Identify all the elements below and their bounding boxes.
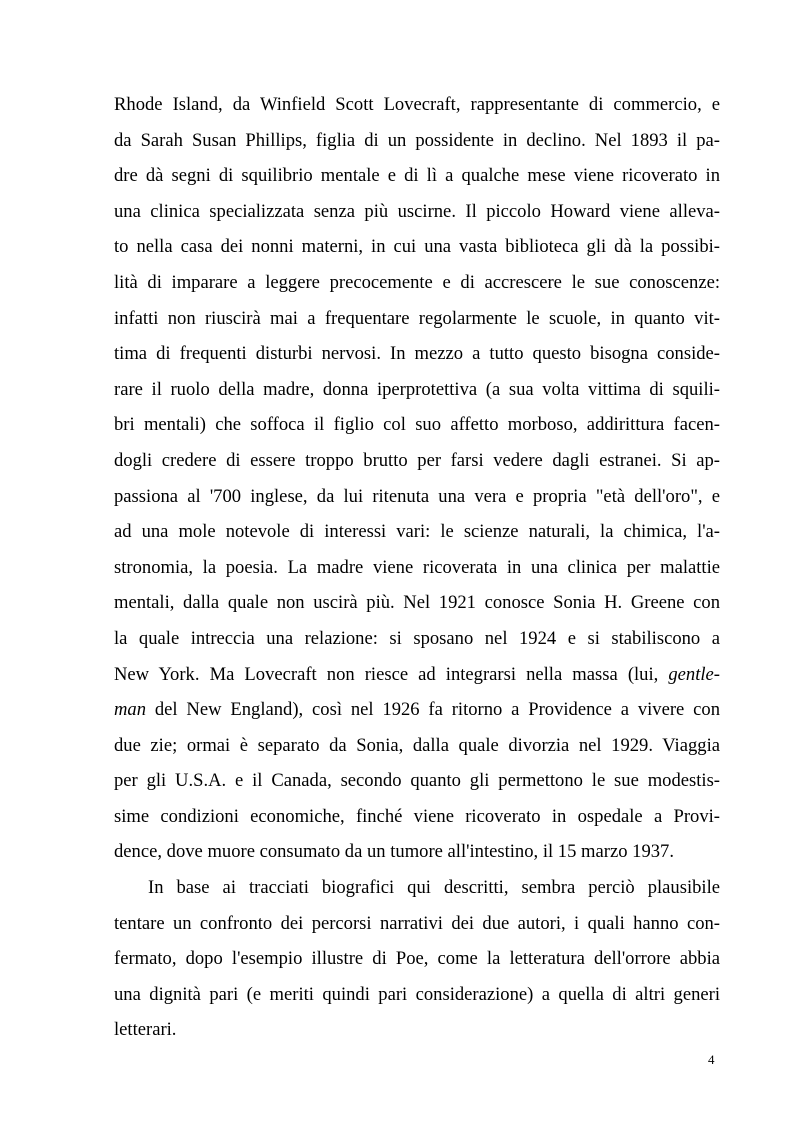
text-line: da Sarah Susan Phillips, figlia di un possidente in declino. Nel 1893 il pa-	[114, 129, 720, 151]
text-line: due zie; ormai è separato da Sonia, dalla quale divorzia nel 1929. Viaggia	[114, 734, 720, 756]
text-line: letterari.	[114, 1019, 177, 1041]
text-line: fermato, dopo l'esempio illustre di Poe, come la letteratura dell'orrore abbia	[114, 948, 720, 970]
text-line: to nella casa dei nonni materni, in cui una vasta biblioteca gli dà la possibi-	[114, 236, 720, 258]
body-text	[114, 87, 720, 1048]
text-line: lità di imparare a leggere precocemente e di accrescere le sue conoscenze:	[114, 271, 720, 293]
text-line: la quale intreccia una relazione: si sposano nel 1924 e si stabiliscono a	[114, 627, 720, 649]
paragraph-1	[114, 87, 720, 870]
text-line: tima di frequenti disturbi nervosi. In mezzo a tutto questo bisogna conside-	[114, 343, 720, 365]
text-line: Rhode Island, da Winfield Scott Lovecraft, rappresentante di commercio, e	[114, 94, 720, 115]
italic-word: gentle-	[668, 663, 720, 685]
paragraph-2	[114, 870, 720, 1048]
page-number: 4	[708, 1052, 715, 1067]
text-segment: del New England), così nel 1926 fa ritorno a Providence a vivere con	[146, 699, 720, 721]
text-line: dre dà segni di squilibrio mentale e di lì a qualche mese viene ricoverato in	[114, 165, 720, 187]
text-line: mentali, dalla quale non uscirà più. Nel 1921 conosce Sonia H. Greene con	[114, 592, 720, 614]
italic-word: man	[114, 699, 147, 721]
text-line: tentare un confronto dei percorsi narrativi dei due autori, i quali hanno con-	[114, 912, 720, 934]
text-line: bri mentali) che soffoca il figlio col suo affetto morboso, addirittura facen-	[114, 414, 720, 436]
text-line: una dignità pari (e meriti quindi pari considerazione) a quella di altri generi	[114, 983, 720, 1005]
text-line: infatti non riuscirà mai a frequentare regolarmente le scuole, in quanto vit-	[114, 307, 720, 329]
text-line: In base ai tracciati biografici qui descritti, sembra perciò plausibile	[148, 877, 720, 899]
text-line: passiona al '700 inglese, da lui ritenuta una vera e propria "età dell'oro", e	[114, 485, 720, 507]
text-line: dence, dove muore consumato da un tumore all'intestino, il 15 marzo 1937.	[114, 841, 674, 863]
text-line: per gli U.S.A. e il Canada, secondo quanto gli permettono le sue modestis-	[114, 770, 720, 792]
text-line: dogli credere di essere troppo brutto per farsi vedere dagli estranei. Si ap-	[114, 449, 720, 471]
text-line: sime condizioni economiche, finché viene ricoverato in ospedale a Provi-	[114, 805, 720, 827]
text-line: stronomia, la poesia. La madre viene ricoverata in una clinica per malattie	[114, 556, 720, 578]
text-line: ad una mole notevole di interessi vari: le scienze naturali, la chimica, l'a-	[114, 521, 720, 543]
text-line: una clinica specializzata senza più uscirne. Il piccolo Howard viene alleva-	[114, 200, 720, 222]
text-segment: New York. Ma Lovecraft non riesce ad integrarsi nella massa (lui,	[114, 663, 669, 685]
text-line	[114, 692, 720, 728]
text-line	[114, 657, 720, 693]
text-line: rare il ruolo della madre, donna iperprotettiva (a sua volta vittima di squili-	[114, 378, 720, 400]
